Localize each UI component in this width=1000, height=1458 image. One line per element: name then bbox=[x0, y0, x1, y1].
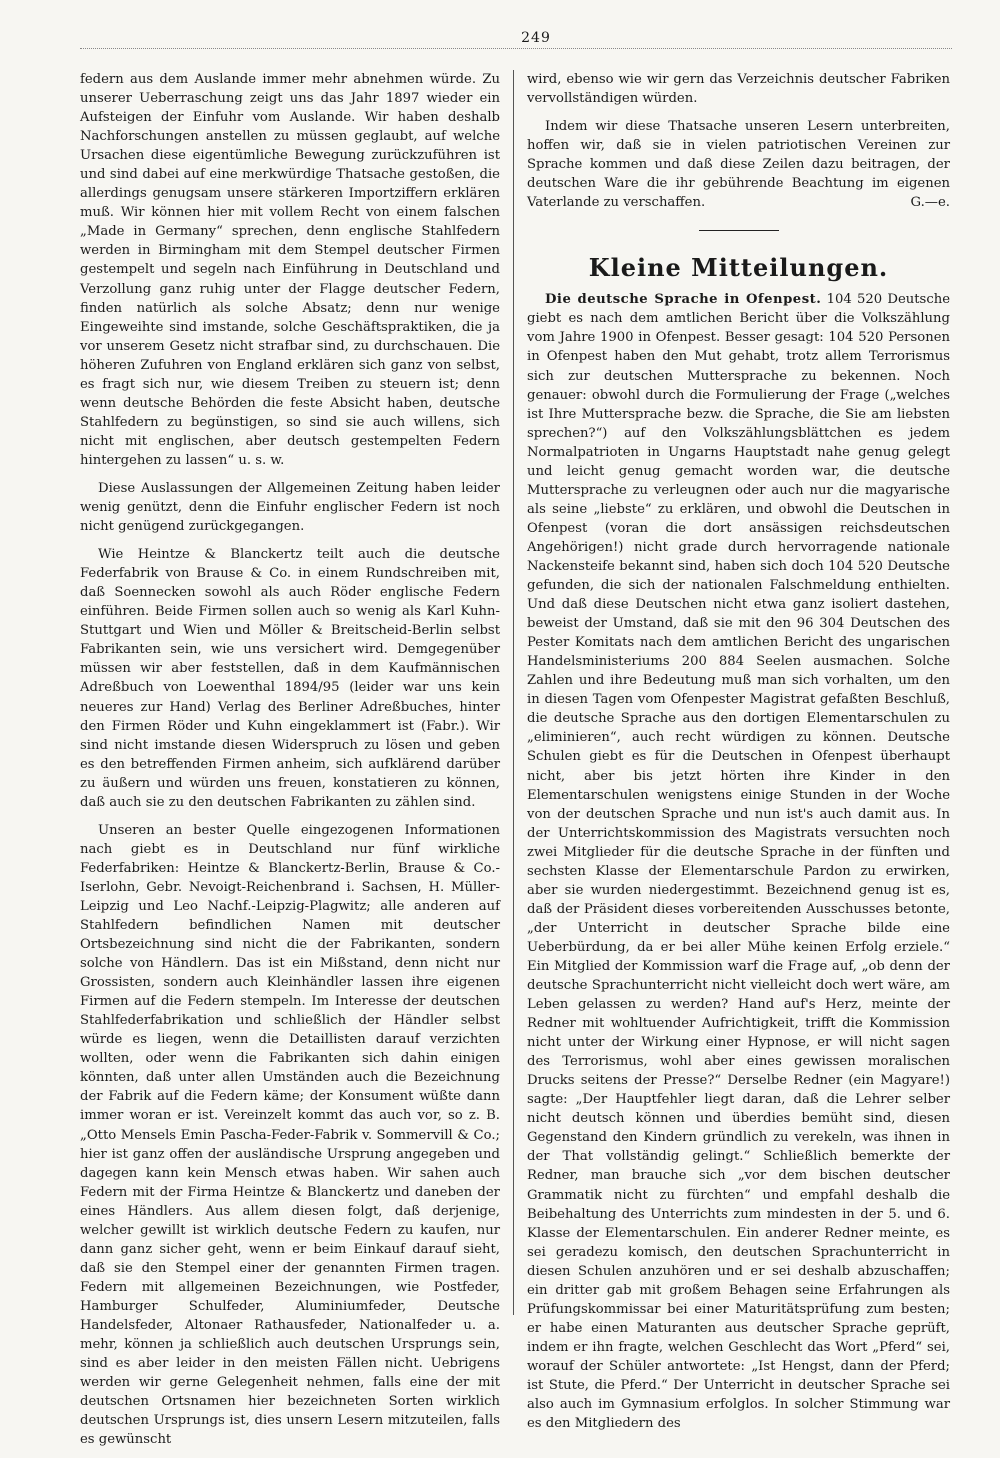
closing-paragraph bbox=[527, 117, 950, 212]
column-divider bbox=[513, 70, 514, 1315]
author-signature: G.—e. bbox=[910, 195, 950, 211]
item-text: 104 520 Deutsche giebt es nach dem amtlichen Bericht über die Volkszählung vom Jahre 1900 in Ofenpest. Besser gesagt: 104 520 Personen in Ofenpest haben den Mut gehabt, trotz allem Terrorismus sich zur deutschen Muttersprache zu bekennen. Noch genauer: obwohl durch die Formulierung der Frage („welches ist Ihre Muttersprache bezw. die Sprache, die Sie am liebsten sprechen?“) auf den Volkszählungsblättchen es jedem Normalpatrioten in Ungarns Hauptstadt nahe genug gelegt und leicht genug gemacht worden war, die deutsche Muttersprache zu verleugnen oder auch nur die magyarische als seine „liebste“ zu erklären, und obwohl die Deutschen in Ofenpest (voran die dort ansässigen reichsdeutschen Angehörigen!) nicht grade durch hervorragende nationale Nackensteife bekannt sind, haben sich doch 104 520 Deutsche gefunden, die sich der nationalen Falschmeldung enthielten. Und daß diese Deutschen nicht etwa ganz isoliert dastehen, beweist der Umstand, daß sie mit den 96 304 Deutschen des Pester Komitats nach dem amtlichen Bericht des ungarischen Handelsministeriums 200 884 Seelen ausmachen. Solche Zahlen und ihre Bedeutung muß man sich vorhalten, um den in diesen Tagen vom Ofenpester Magistrat gefaßten Beschluß, die deutsche Sprache aus den dortigen Elementarschulen zu „eliminieren“, auch recht würdigen zu können. Deutsche Schulen giebt es für die Deutschen in Ofenpest überhaupt nicht, aber bis jetzt hörten ihre Kinder in den Elementarschulen wenigstens einige Stunden in der Woche von der deutschen Sprache und nun ist's auch damit aus. In der Unterrichtskommission des Magistrats versuchten noch zwei Mitglieder für die deutsche Sprache in der fünften und sechsten Klasse der Elementarschule Pardon zu erwirken, aber sie wurden niedergestimmt. Bezeichnend genug ist es, daß der Präsident dieses vorbereitenden Ausschusses betonte, „der Unterricht in deutscher Sprache bilde eine Ueberbürdung, da er bei aller Mühe keinen Erfolg erziele.“ Ein Mitglied der Kommission warf die Frage auf, „ob denn der deutsche Sprachunterricht nicht vielleicht doch wert wäre, am Leben gelassen zu werden? Hand auf's Herz, meinte der Redner mit wohltuender Aufrichtigkeit, trifft die Kommission nicht unter der Wirkung einer Hypnose, er will nicht sagen des Terrorismus, wohl aber eines gewissen moralischen Drucks seitens der Presse?“ Derselbe Redner (ein Magyare!) sagte: „Der Hauptfehler liegt daran, daß die Lehrer selber nicht deutsch können und überdies bemüht sind, diesen Gegenstand den Kindern gründlich zu verekeln, was ihnen in der That vollständig gelingt.“ Schließlich bemerkte der Redner, man brauche sich „vor dem bischen deutscher Grammatik nicht zu fürchten“ und empfahl deshalb die Beibehaltung des Unterrichts zum mindesten in der 5. und 6. Klasse der Elementarschulen. Ein anderer Redner meinte, es sei geradezu komisch, den deutschen Sprachunterricht in diesen Schulen anzuhören und er sei deshalb abzuschaffen; ein dritter gab mit großem Behagen seine Erfahrungen als Prüfungskommissar bei einer Maturitätsprüfung zum besten; er habe einen Maturanten aus deutscher Sprache geprüft, indem er ihn fragte, welchen Geschlecht das Wort „Pferd“ sei, worauf der Schüler antwortete: „Ist Hengst, dann der Pferd; ist Stute, die Pferd.“ Der Unterricht in deutscher Sprache sei also auch im Gymnasium erfolglos. In solcher Stimmung war es den Mitgliedern des bbox=[527, 292, 950, 1432]
paragraph: Unseren an bester Quelle eingezogenen Informationen nach giebt es in Deutschland nur fünf wirkliche Federfabriken: Heintze & Blanckertz-Berlin, Brause & Co.-Iserlohn, Gebr. Nevoigt-Reichenbrand i. Sachsen, H. Müller-Leipzig und Leo Nachf.-Leipzig-Plagwitz; alle anderen auf Stahlfedern befindlichen Namen mit deutscher Ortsbezeichnung sind nicht die der Fabrikanten, sondern solche von Händlern. Das ist ein Mißstand, denn nicht nur Grossisten, sondern auch Kleinhändler lassen ihre eigenen Firmen auf die Federn stempeln. Im Interesse der deutschen Stahlfederfabrikation und schließlich der Händler selbst würde es liegen, wenn die Detaillisten darauf verzichten wollten, oder wenn die Fabrikanten sich dahin einigen könnten, daß unter allen Umständen auch die Bezeichnung der Fabrik auf die Federn käme; der Konsument wüßte dann immer woran er ist. Vereinzelt kommt das auch vor, so z. B. „Otto Mensels Emin Pascha-Feder-Fabrik v. Sommervill & Co.; hier ist ganz offen der ausländische Ursprung angegeben und dagegen kann kein Mensch etwas haben. Wir sahen auch Federn mit der Firma Heintze & Blanckertz und daneben der eines Händlers. Aus allem diesen folgt, daß derjenige, welcher gewillt ist wirklich deutsche Federn zu kaufen, nur dann ganz sicher geht, wenn er beim Einkauf darauf sieht, daß sie den Stempel einer der genannten Firmen tragen. Federn mit allgemeinen Bezeichnungen, wie Postfeder, Hamburger Schulfeder, Aluminiumfeder, Deutsche Handelsfeder, Altonaer Rathausfeder, Nationalfeder u. a. mehr, können ja schließlich auch deutschen Ursprungs sein, sind es aber leider in den meisten Fällen nicht. Uebrigens werden wir gerne Gelegenheit nehmen, falls eine der mit deutschen Ortsnamen hier bezeichneten Sorten wirklich deutschen Ursprungs ist, dies unsern Lesern mitzuteilen, falls es gewünscht bbox=[80, 822, 500, 1448]
right-column bbox=[517, 70, 950, 1458]
paragraph: federn aus dem Auslande immer mehr abnehmen würde. Zu unserer Ueberraschung zeigt uns das Jahr 1897 wieder ein Aufsteigen der Einfuhr vom Auslande. Wir haben deshalb Nachforschungen anstellen zu müssen geglaubt, auf welche Ursachen diese eigentümliche Bewegung zurückzuführen ist und sind dabei auf eine merkwürdige Thatsache gestoßen, die allerdings genugsam unsere stärkeren Importziffern erklären muß. Wir können hier mit vollem Recht von einem falschen „Made in Germany“ sprechen, denn englische Stahlfedern werden in Birmingham mit dem Stempel deutscher Firmen gestempelt und segeln nach Einführung in Deutschland und Verzollung ganz ruhig unter der Flagge deutscher Federn, finden natürlich als solche Absatz; denn nur wenige Eingeweihte sind imstande, solche Geschäftspraktiken, die ja vor unserem Gesetz nicht strafbar sind, zu durchschauen. Die höheren Zufuhren von England erklären sich ganz von selbst, es fragt sich nur, wie diesem Treiben zu steuern ist; denn wenn deutsche Behörden die feste Absicht haben, deutsche Stahlfedern zu begünstigen, so sind sie auch willens, sich nicht mit englischen, aber deutsch gestempelten Federn hintergehen zu lassen“ u. s. w. bbox=[80, 72, 500, 468]
paragraph: Diese Auslassungen der Allgemeinen Zeitung haben leider wenig genützt, denn die Einfuhr englischer Federn ist noch nicht genügend zurückgegangen. bbox=[80, 480, 500, 535]
item-title: Die deutsche Sprache in Ofenpest. bbox=[545, 292, 822, 308]
header-rule bbox=[80, 48, 952, 49]
closing-text: Indem wir diese Thatsache unseren Lesern unterbreiten, hoffen wir, daß sie in vielen patriotischen Vereinen zur Sprache kommen und daß diese Zeilen dazu beitragen, der deutschen Ware die ihr gebührende Beachtung im eigenen Vaterlande zu verschaffen. bbox=[527, 119, 950, 211]
page-number: 249 bbox=[521, 30, 551, 46]
paragraph: Wie Heintze & Blanckertz teilt auch die deutsche Federfabrik von Brause & Co. in einem Rundschreiben mit, daß Soennecken sowohl als auch Röder englische Federn einführen. Beide Firmen sollen auch so wenig als Karl Kuhn-Stuttgart und Wien und Möller & Breitscheid-Berlin selbst Fabrikanten sein, wie uns versichert wird. Demgegenüber müssen wir aber feststellen, daß in dem Kaufmännischen Adreßbuch von Loewenthal 1894/95 (leider war uns kein neueres zur Hand) Verlag des Berliner Adreßbuches, hinter den Firmen Röder und Kuhn eingeklammert ist (Fabr.). Wir sind nicht imstande diesen Widerspruch zu lösen und geben es den betreffenden Firmen anheim, sich aufklärend darüber zu äußern und würden uns freuen, konstatieren zu können, daß auch sie zu den deutschen Fabrikanten zu zählen sind. bbox=[80, 547, 500, 810]
two-column-body bbox=[80, 70, 952, 1458]
news-item bbox=[527, 290, 950, 1433]
section-heading: Kleine Mitteilungen. bbox=[588, 253, 889, 283]
section-divider bbox=[699, 230, 779, 231]
left-column bbox=[80, 70, 510, 1458]
paragraph: wird, ebenso wie wir gern das Verzeichnis deutscher Fabriken vervollständigen würden. bbox=[527, 72, 950, 107]
